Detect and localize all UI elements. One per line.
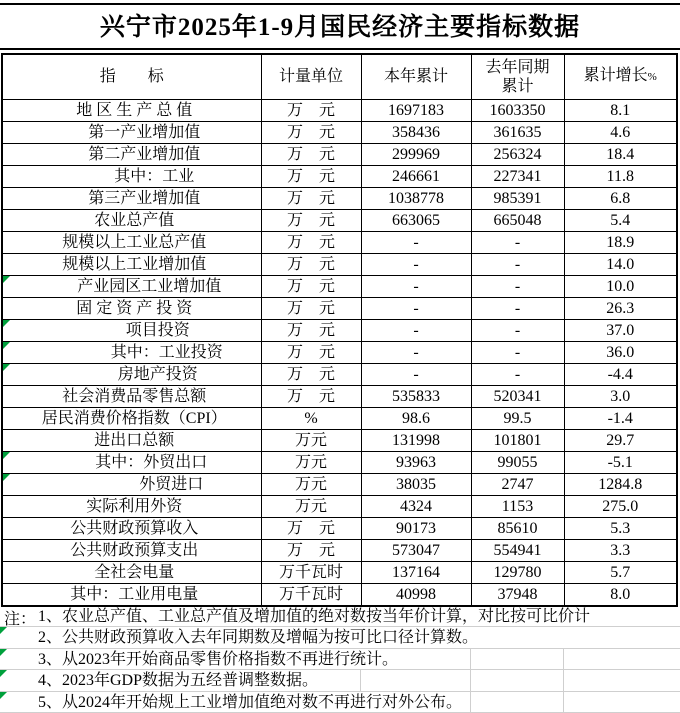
error-marker-icon: [3, 452, 10, 459]
header-growth-label: 累计增长: [583, 67, 648, 85]
note-text: 3、从2023年开始商品零售价格指数不再进行统计。: [38, 650, 399, 668]
table-row: [2, 253, 677, 275]
table-row: [2, 297, 677, 319]
indicator-cell: [2, 341, 261, 363]
indicator-cell: [2, 297, 261, 319]
growth-cell: 11.8: [564, 165, 677, 187]
indicator-cell: [2, 363, 261, 385]
unit-cell: 万 元: [261, 297, 361, 319]
error-marker-icon: [3, 320, 10, 327]
notes-list: [0, 606, 680, 713]
current-cell: 93963: [361, 451, 471, 473]
unit-cell: 万 元: [261, 275, 361, 297]
current-cell: 40998: [361, 583, 471, 606]
previous-cell: -: [471, 253, 564, 275]
error-marker-icon: [3, 276, 10, 283]
unit-cell: 万 元: [261, 143, 361, 165]
table-row: [2, 275, 677, 297]
indicator-label: 地 区 生 产 总 值: [76, 101, 193, 119]
growth-cell: 29.7: [564, 429, 677, 451]
header-current: 本年累计: [361, 54, 471, 99]
indicator-cell: [2, 143, 261, 165]
current-cell: 131998: [361, 429, 471, 451]
current-cell: 38035: [361, 473, 471, 495]
header-previous-line1: 去年同期: [485, 58, 550, 76]
note-row: [0, 627, 680, 648]
error-marker-icon: [0, 627, 7, 634]
current-cell: 1697183: [361, 99, 471, 121]
previous-cell: 101801: [471, 429, 564, 451]
growth-cell: -1.4: [564, 407, 677, 429]
previous-cell: 1153: [471, 495, 564, 517]
header-previous: [471, 54, 564, 99]
indicator-label: 产业园区工业增加值: [77, 277, 222, 295]
indicator-cell: [2, 539, 261, 561]
growth-cell: 8.0: [564, 583, 677, 606]
indicator-cell: [2, 517, 261, 539]
indicator-cell: [2, 99, 261, 121]
growth-cell: 5.7: [564, 561, 677, 583]
current-cell: 535833: [361, 385, 471, 407]
indicator-cell: [2, 451, 261, 473]
note-text: 5、从2024年开始规上工业增加值绝对数不再进行对外公布。: [38, 693, 463, 711]
current-cell: 246661: [361, 165, 471, 187]
previous-cell: -: [471, 341, 564, 363]
unit-cell: 万千瓦时: [261, 561, 361, 583]
current-cell: -: [361, 253, 471, 275]
indicator-label: 其中：工业用电量: [70, 585, 199, 603]
indicator-label: 实际利用外资: [86, 497, 183, 515]
unit-cell: 万千瓦时: [261, 583, 361, 606]
table-row: [2, 319, 677, 341]
growth-cell: 37.0: [564, 319, 677, 341]
indicator-label: 项目投资: [125, 321, 190, 339]
indicator-cell: [2, 275, 261, 297]
indicator-label: 房地产投资: [117, 365, 198, 383]
indicator-cell: [2, 473, 261, 495]
indicator-label: 其中：工业投资: [110, 343, 223, 361]
indicator-cell: [2, 187, 261, 209]
growth-cell: -5.1: [564, 451, 677, 473]
unit-cell: 万 元: [261, 231, 361, 253]
previous-cell: 129780: [471, 561, 564, 583]
previous-cell: 361635: [471, 121, 564, 143]
current-cell: 573047: [361, 539, 471, 561]
unit-cell: 万 元: [261, 319, 361, 341]
growth-cell: 3.0: [564, 385, 677, 407]
previous-cell: 665048: [471, 209, 564, 231]
unit-cell: 万 元: [261, 187, 361, 209]
unit-cell: 万 元: [261, 363, 361, 385]
current-cell: -: [361, 231, 471, 253]
unit-cell: 万 元: [261, 99, 361, 121]
note-row: [0, 692, 680, 713]
indicator-label: 第三产业增加值: [88, 189, 201, 207]
error-marker-icon: [0, 692, 7, 699]
previous-cell: 99.5: [471, 407, 564, 429]
table-row: [2, 143, 677, 165]
growth-cell: 5.3: [564, 517, 677, 539]
indicator-cell: [2, 209, 261, 231]
unit-cell: 万元: [261, 495, 361, 517]
indicator-label: 公共财政预算收入: [70, 519, 199, 537]
indicator-cell: [2, 231, 261, 253]
current-cell: 299969: [361, 143, 471, 165]
current-cell: -: [361, 363, 471, 385]
indicator-cell: [2, 429, 261, 451]
indicator-label: 社会消费品零售总额: [62, 387, 207, 405]
indicator-label: 固 定 资 产 投 资: [76, 299, 193, 317]
indicators-table: [1, 53, 678, 607]
note-text: 4、2023年GDP数据为五经普调整数据。: [38, 672, 319, 690]
table-header: [2, 54, 677, 99]
previous-cell: 37948: [471, 583, 564, 606]
previous-cell: 554941: [471, 539, 564, 561]
growth-cell: 6.8: [564, 187, 677, 209]
growth-cell: 5.4: [564, 209, 677, 231]
error-marker-icon: [0, 670, 7, 677]
note-row: [0, 606, 680, 627]
unit-cell: 万 元: [261, 253, 361, 275]
unit-cell: 万元: [261, 429, 361, 451]
current-cell: 90173: [361, 517, 471, 539]
unit-cell: 万 元: [261, 539, 361, 561]
previous-cell: 99055: [471, 451, 564, 473]
current-cell: 1038778: [361, 187, 471, 209]
growth-cell: 4.6: [564, 121, 677, 143]
indicator-label: 第一产业增加值: [88, 123, 201, 141]
indicator-label: 其中：工业: [114, 167, 195, 185]
unit-cell: %: [261, 407, 361, 429]
previous-cell: 520341: [471, 385, 564, 407]
header-indicator: 指 标: [2, 54, 261, 99]
indicator-label: 居民消费价格指数（CPI）: [41, 409, 227, 427]
growth-cell: 3.3: [564, 539, 677, 561]
previous-cell: 85610: [471, 517, 564, 539]
previous-cell: -: [471, 275, 564, 297]
current-cell: 358436: [361, 121, 471, 143]
indicator-cell: [2, 583, 261, 606]
indicator-cell: [2, 121, 261, 143]
unit-cell: 万 元: [261, 165, 361, 187]
indicator-label: 规模以上工业增加值: [62, 255, 207, 273]
table-row: [2, 583, 677, 606]
indicator-cell: [2, 253, 261, 275]
table-row: [2, 187, 677, 209]
growth-cell: 14.0: [564, 253, 677, 275]
previous-cell: -: [471, 319, 564, 341]
table-body: [2, 99, 677, 606]
growth-cell: 18.4: [564, 143, 677, 165]
table-row: [2, 407, 677, 429]
table-row: [2, 121, 677, 143]
error-marker-icon: [0, 649, 7, 656]
current-cell: 663065: [361, 209, 471, 231]
note-row: [0, 649, 680, 670]
current-cell: -: [361, 297, 471, 319]
header-growth-pct: %: [647, 71, 657, 84]
table-row: [2, 99, 677, 121]
indicator-cell: [2, 319, 261, 341]
current-cell: -: [361, 319, 471, 341]
notes-label: 注：: [4, 611, 37, 628]
previous-cell: -: [471, 231, 564, 253]
indicator-cell: [2, 495, 261, 517]
table-row: [2, 539, 677, 561]
note-text: 2、公共财政预算收入去年同期数及增幅为按可比口径计算数。: [38, 629, 479, 647]
table-row: [2, 517, 677, 539]
table-row: [2, 473, 677, 495]
table-row: [2, 429, 677, 451]
growth-cell: 8.1: [564, 99, 677, 121]
indicator-cell: [2, 165, 261, 187]
header-row: [2, 54, 677, 99]
current-cell: 98.6: [361, 407, 471, 429]
unit-cell: 万 元: [261, 341, 361, 363]
unit-cell: 万 元: [261, 385, 361, 407]
table-row: [2, 231, 677, 253]
table-row: [2, 209, 677, 231]
growth-cell: 36.0: [564, 341, 677, 363]
note-row: [0, 670, 680, 691]
growth-cell: -4.4: [564, 363, 677, 385]
unit-cell: 万元: [261, 473, 361, 495]
indicator-label: 农业总产值: [94, 211, 175, 229]
table-row: [2, 385, 677, 407]
error-marker-icon: [3, 474, 10, 481]
notes-section: [0, 606, 680, 713]
indicator-cell: [2, 385, 261, 407]
indicator-label: 规模以上工业总产值: [62, 233, 207, 251]
current-cell: 137164: [361, 561, 471, 583]
error-marker-icon: [3, 342, 10, 349]
indicator-label: 外贸进口: [139, 475, 204, 493]
growth-cell: 10.0: [564, 275, 677, 297]
unit-cell: 万 元: [261, 517, 361, 539]
unit-cell: 万 元: [261, 209, 361, 231]
indicator-cell: [2, 561, 261, 583]
growth-cell: 1284.8: [564, 473, 677, 495]
previous-cell: 256324: [471, 143, 564, 165]
previous-cell: -: [471, 363, 564, 385]
current-cell: -: [361, 341, 471, 363]
indicator-label: 公共财政预算支出: [70, 541, 199, 559]
note-text: 1、农业总产值、工业总产值及增加值的绝对数按当年价计算，对比按可比价计: [38, 608, 591, 625]
previous-cell: -: [471, 297, 564, 319]
header-growth: [564, 54, 677, 99]
current-cell: 4324: [361, 495, 471, 517]
table-row: [2, 363, 677, 385]
indicator-label: 其中：外贸出口: [95, 453, 208, 471]
current-cell: -: [361, 275, 471, 297]
table-row: [2, 451, 677, 473]
indicator-label: 进出口总额: [94, 431, 175, 449]
indicator-label: 全社会电量: [94, 563, 175, 581]
page-title: 兴宁市2025年1-9月国民经济主要指标数据: [0, 5, 680, 50]
indicator-label: 第二产业增加值: [88, 145, 201, 163]
header-previous-line2: 累计: [501, 77, 534, 95]
error-marker-icon: [3, 364, 10, 371]
table-row: [2, 561, 677, 583]
unit-cell: 万元: [261, 451, 361, 473]
previous-cell: 2747: [471, 473, 564, 495]
growth-cell: 18.9: [564, 231, 677, 253]
unit-cell: 万 元: [261, 121, 361, 143]
previous-cell: 1603350: [471, 99, 564, 121]
growth-cell: 275.0: [564, 495, 677, 517]
header-unit: 计量单位: [261, 54, 361, 99]
previous-cell: 985391: [471, 187, 564, 209]
table-row: [2, 165, 677, 187]
table-row: [2, 495, 677, 517]
previous-cell: 227341: [471, 165, 564, 187]
table-row: [2, 341, 677, 363]
indicator-cell: [2, 407, 261, 429]
growth-cell: 26.3: [564, 297, 677, 319]
